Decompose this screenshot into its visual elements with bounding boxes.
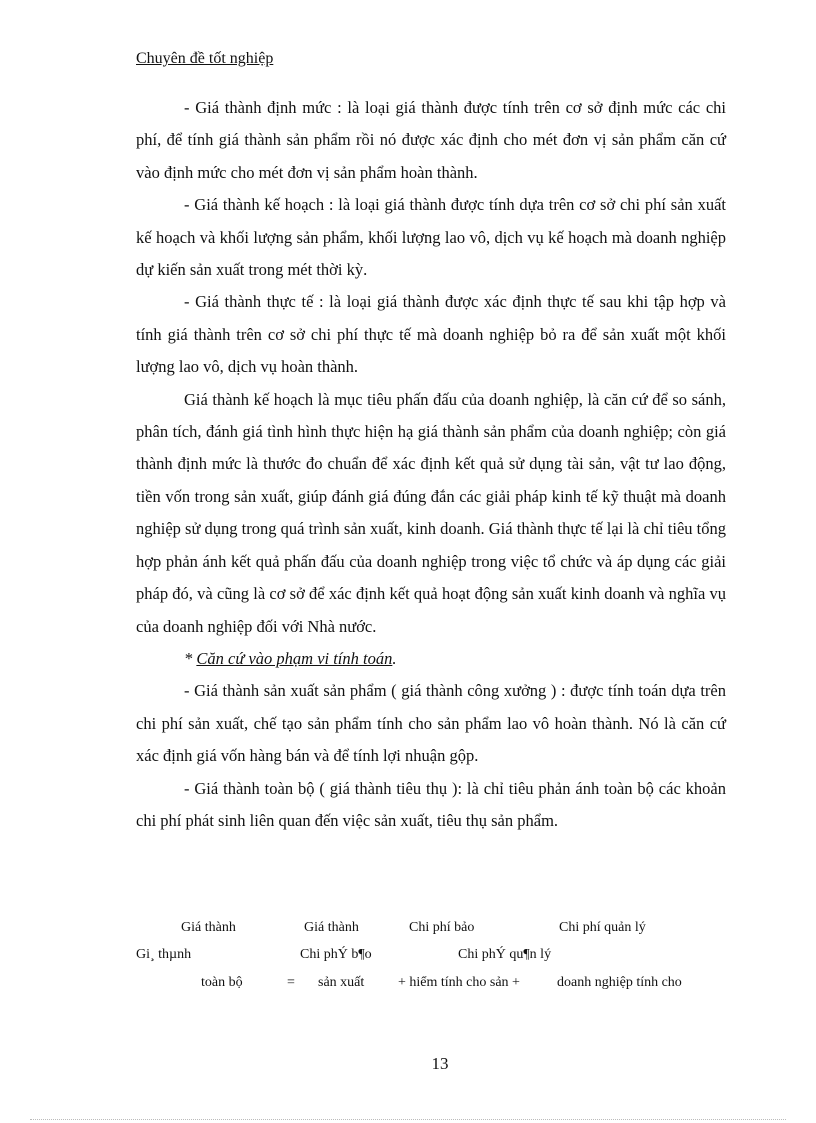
formula-r1-c3: Chi phí bảo — [409, 920, 475, 935]
formula-equals: = — [287, 975, 295, 990]
formula-r2-c2: Chi phÝ b¶o — [300, 947, 372, 962]
document-body — [136, 92, 726, 837]
subheading-period: . — [392, 648, 397, 668]
formula-r2-c1: Gi¸ thµnh — [136, 947, 192, 962]
subheading-text: Căn cứ vào phạm vi tính toán — [196, 648, 393, 668]
paragraph-actual-cost: - Giá thành thực tế : là loại giá thành được xác định thực tế sau khi tập hợp và tính giá thành trên cơ sở chi phí thực tế mà doanh nghiệp bỏ ra để sản xuất một khối lượng lao vô, dịch vụ hoàn thành. — [136, 292, 726, 377]
section-subheading — [136, 643, 726, 675]
formula-r1-c2: Giá thành — [304, 920, 359, 935]
formula-r1-c4: Chi phí quản lý — [559, 920, 646, 935]
formula-r1-c1: Giá thành — [181, 920, 236, 935]
formula-r3-c1: toàn bộ — [201, 975, 243, 990]
formula-r2-c3: Chi phÝ qu¶n lý — [458, 947, 552, 962]
formula-r3-c5: doanh nghiệp tính cho — [557, 975, 682, 990]
formula-r3-c4: + hiểm tính cho sản + — [398, 975, 520, 990]
paragraph-cost-comparison: Giá thành kế hoạch là mục tiêu phấn đấu của doanh nghiệp, là căn cứ để so sánh, phân tích, đánh giá tình hình thực hiện hạ giá thành sản phẩm của doanh nghiệp; còn giá thành định mức là thước đo chuẩn để xác định kết quả sử dụng tài sản, vật tư lao động, tiền vốn trong sản xuất, giúp đánh giá đúng đắn các giải pháp kinh tế kỹ thuật mà doanh nghiệp sử dụng trong quá trình sản xuất, kinh doanh. Giá thành thực tế lại là chỉ tiêu tổng hợp phản ánh kết quả phấn đấu của doanh nghiệp trong việc tổ chức và áp dụng các giải pháp đó, và cũng là cơ sở để xác định kết quả hoạt động sản xuất kinh doanh và nghĩa vụ của doanh nghiệp đối với Nhà nước. — [136, 389, 726, 636]
page-bottom-divider — [30, 1119, 786, 1120]
page-number: 13 — [431, 1054, 449, 1073]
paragraph-planned-cost: - Giá thành kế hoạch : là loại giá thành được tính dựa trên cơ sở chi phí sản xuất kế hoạch và khối lượng sản phẩm, khối lượng lao vô, dịch vụ kế hoạch mà doanh nghiệp dự kiến sản xuất trong mét thời kỳ. — [136, 195, 726, 280]
paragraph-production-cost: - Giá thành sản xuất sản phẩm ( giá thành công xưởng ) : được tính toán dựa trên chi phí sản xuất, chế tạo sản phẩm tính cho sản phẩm lao vô hoàn thành. Nó là căn cứ xác định giá vốn hàng bán và để tính lợi nhuận gộp. — [136, 681, 726, 766]
paragraph-standard-cost: - Giá thành định mức : là loại giá thành được tính trên cơ sở định mức các chi phí, để tính giá thành sản phẩm rồi nó được xác định cho mét đơn vị sản phẩm căn cứ vào định mức cho mét đơn vị sản phẩm hoàn thành. — [136, 98, 726, 182]
document-header: Chuyên đề tốt nghiệp — [136, 50, 274, 67]
paragraph-total-cost: - Giá thành toàn bộ ( giá thành tiêu thụ ): là chỉ tiêu phản ánh toàn bộ các khoản chi phí phát sinh liên quan đến việc sản xuất, tiêu thụ sản phẩm. — [136, 778, 726, 830]
subheading-bullet: * — [184, 648, 197, 668]
formula-r3-c3: sản xuất — [318, 975, 365, 990]
